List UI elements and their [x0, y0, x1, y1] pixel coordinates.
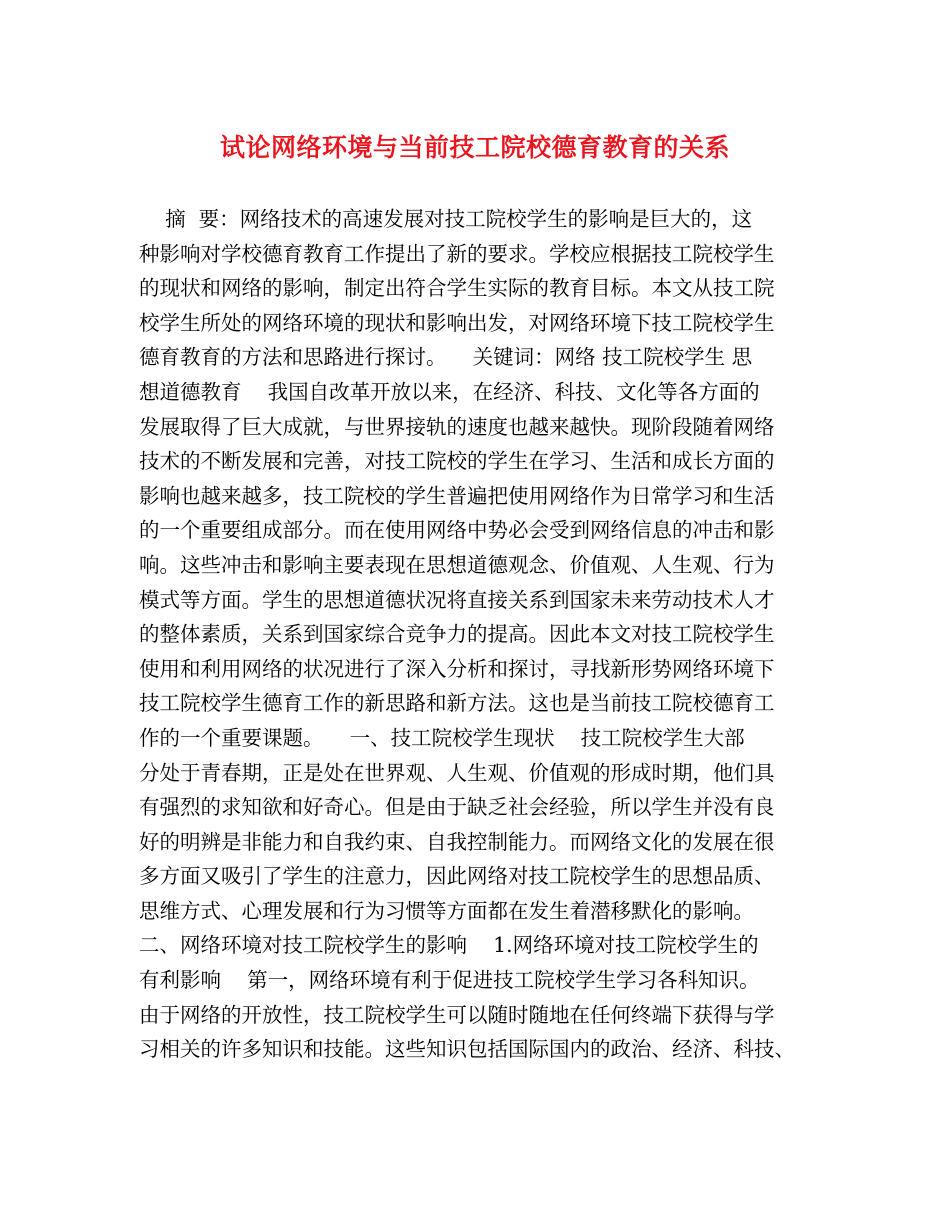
body-line: 的现状和网络的影响，制定出符合学生实际的教育目标。本文从技工院 [139, 276, 775, 301]
document-body [139, 202, 839, 1067]
body-line: 的一个重要组成部分。而在使用网络中势必会受到网络信息的冲击和影 [139, 518, 775, 543]
body-line: 想道德教育 我国自改革开放以来，在经济、科技、文化等各方面的 [139, 379, 760, 404]
body-line: 摘 要：网络技术的高速发展对技工院校学生的影响是巨大的，这 [139, 207, 753, 231]
body-line: 技术的不断发展和完善，对技工院校的学生在学习、生活和成长方面的 [139, 449, 775, 474]
body-line: 由于网络的开放性，技工院校学生可以随时随地在任何终端下获得与学 [139, 1002, 775, 1027]
body-line: 习相关的许多知识和技能。这些知识包括国际国内的政治、经济、科技、 [139, 1037, 795, 1062]
body-line: 作的一个重要课题。 一、技工院校学生现状 技工院校学生大部 [139, 725, 745, 750]
body-line: 响。这些冲击和影响主要表现在思想道德观念、价值观、人生观、行为 [139, 552, 775, 577]
body-line: 校学生所处的网络环境的现状和影响出发，对网络环境下技工院校学生 [139, 310, 775, 335]
body-line: 技工院校学生德育工作的新思路和新方法。这也是当前技工院校德育工 [139, 691, 775, 716]
document-title: 试论网络环境与当前技工院校德育教育的关系 [219, 133, 730, 162]
body-line: 发展取得了巨大成就，与世界接轨的速度也越来越快。现阶段随着网络 [139, 414, 775, 439]
body-line: 使用和利用网络的状况进行了深入分析和探讨，寻找新形势网络环境下 [139, 656, 775, 681]
body-line: 德育教育的方法和思路进行探讨。 关键词：网络 技工院校学生 思 [139, 345, 753, 370]
body-line: 模式等方面。学生的思想道德状况将直接关系到国家未来劳动技术人才 [139, 587, 775, 612]
body-line: 有强烈的求知欲和好奇心。但是由于缺乏社会经验，所以学生并没有良 [139, 795, 775, 820]
body-line: 分处于青春期，正是处在世界观、人生观、价值观的形成时期，他们具 [139, 760, 775, 785]
body-line: 有利影响 第一，网络环境有利于促进技工院校学生学习各科知识。 [139, 968, 760, 993]
body-line: 多方面又吸引了学生的注意力，因此网络对技工院校学生的思想品质、 [139, 864, 775, 889]
body-line: 影响也越来越多，技工院校的学生普遍把使用网络作为日常学习和生活 [139, 483, 775, 508]
body-line: 二、网络环境对技工院校学生的影响 1.网络环境对技工院校学生的 [139, 933, 759, 958]
body-line: 种影响对学校德育教育工作提出了新的要求。学校应根据技工院校学生 [139, 241, 775, 266]
body-line: 的整体素质，关系到国家综合竞争力的提高。因此本文对技工院校学生 [139, 622, 775, 647]
body-line: 思维方式、心理发展和行为习惯等方面都在发生着潜移默化的影响。 [139, 898, 754, 923]
body-line: 好的明辨是非能力和自我约束、自我控制能力。而网络文化的发展在很 [139, 829, 775, 854]
